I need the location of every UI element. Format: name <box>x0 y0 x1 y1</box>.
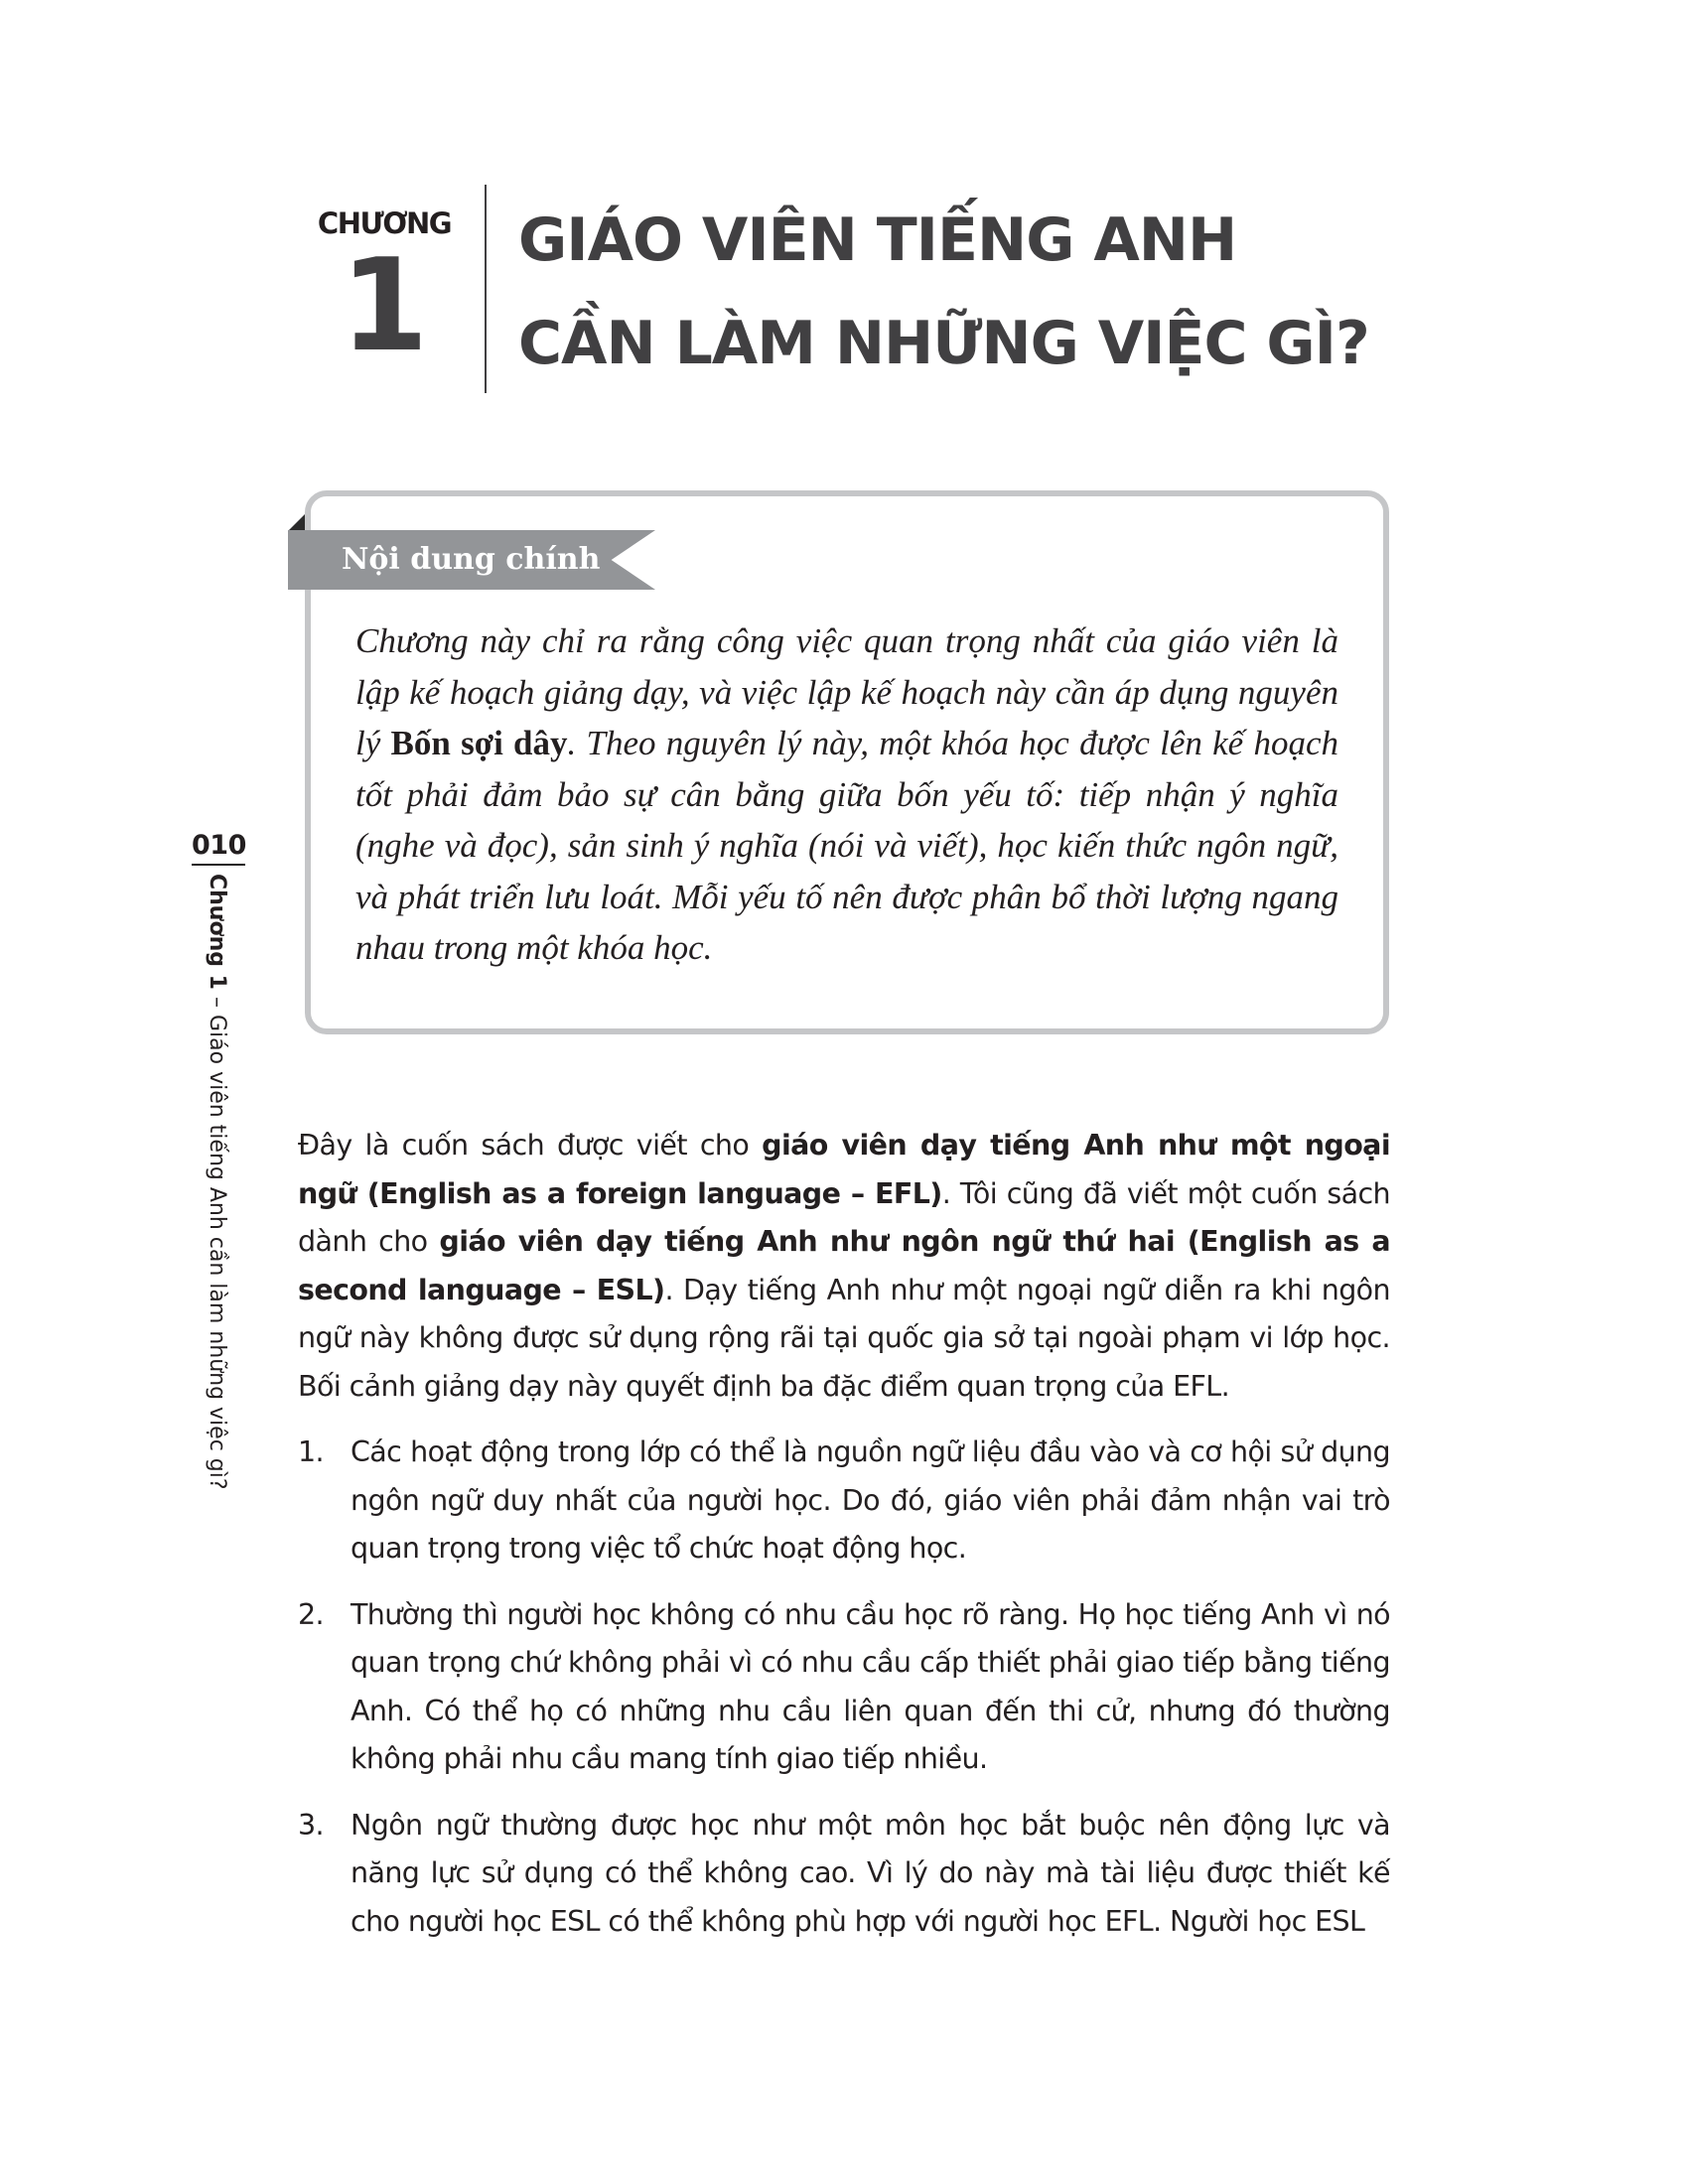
intro-text-2: . Tôi cũng đã viết một cuốn sách dành cho <box>298 1176 1390 1258</box>
efl-characteristics-list <box>298 1429 1390 1946</box>
chapter-label: CHƯƠNG <box>317 206 452 240</box>
list-item <box>298 1591 1390 1784</box>
list-item <box>298 1802 1390 1947</box>
summary-keyword: Bốn sợi dây <box>390 724 568 762</box>
list-item-number: 1. <box>298 1435 324 1468</box>
list-item <box>298 1429 1390 1573</box>
list-item-number: 3. <box>298 1808 324 1842</box>
list-item-text: Ngôn ngữ thường được học như một môn học bắt buộc nên động lực và năng lực sử dụng có thể không cao. Vì lý do này mà tài liệu được thiết kế cho người học ESL có thể không phù hợp với người học EFL. Người học ESL <box>351 1808 1390 1938</box>
running-head-chapter: Chương 1 <box>205 874 229 990</box>
header-divider <box>485 185 487 393</box>
running-head-separator: – <box>205 989 229 1015</box>
page-number: 010 <box>192 830 245 866</box>
intro-bold-efl: giáo viên dạy tiếng Anh như một ngoại ngữ (English as a foreign language – EFL) <box>298 1129 1390 1210</box>
list-item-text: Thường thì người học không có nhu cầu học rõ ràng. Họ học tiếng Anh vì nó quan trọng chứ không phải vì có nhu cầu cấp thiết phải giao tiếp bằng tiếng Anh. Có thể họ có những nhu cầu liên quan đến thi cử, nhưng đó thường không phải nhu cầu mang tính giao tiếp nhiều. <box>351 1597 1390 1775</box>
intro-paragraph <box>298 1122 1390 1411</box>
chapter-title <box>518 189 1511 395</box>
intro-bold-esl: giáo viên dạy tiếng Anh như ngôn ngữ thứ hai (English as a second language – ESL) <box>298 1225 1391 1306</box>
running-head <box>205 874 229 1490</box>
summary-text <box>355 615 1338 974</box>
summary-text-part-2: . Theo nguyên lý này, một khóa học được lên kế hoạch tốt phải đảm bảo sự cân bằng giữa bốn yếu tố: tiếp nhận ý nghĩa (nghe và đọc), sản sinh ý nghĩa (nói và viết), học kiến thức ngôn ngữ, và phát triển lưu loát. Mỗi yếu tố nên được phân bổ thời lượng ngang nhau trong một khóa học. <box>355 724 1338 967</box>
summary-heading: Nội dung chính <box>342 542 601 577</box>
list-item-text: Các hoạt động trong lớp có thể là nguồn ngữ liệu đầu vào và cơ hội sử dụng ngôn ngữ duy nhất của người học. Do đó, giáo viên phải đảm nhận vai trò quan trọng trong việc tổ chức hoạt động học. <box>351 1435 1390 1565</box>
body-content <box>298 1122 1390 1964</box>
running-head-title: Giáo viên tiếng Anh cần làm những việc gì? <box>205 1014 229 1490</box>
summary-text-part-1: Chương này chỉ ra rằng công việc quan trọng nhất của giáo viên là lập kế hoạch giảng dạy, và việc lập kế hoạch này cần áp dụng nguyên lý <box>355 621 1338 762</box>
chapter-title-line-2: CẦN LÀM NHỮNG VIỆC GÌ? <box>518 309 1369 378</box>
chapter-title-line-1: GIÁO VIÊN TIẾNG ANH <box>518 205 1237 275</box>
intro-text-3: . Dạy tiếng Anh như một ngoại ngữ diễn ra khi ngôn ngữ này không được sử dụng rộng rãi tại quốc gia sở tại ngoài phạm vi lớp học. Bối cảnh giảng dạy này quyết định ba đặc điểm quan trọng của EFL. <box>298 1273 1390 1403</box>
ribbon-fold-icon <box>288 514 305 531</box>
chapter-number: 1 <box>340 232 429 380</box>
list-item-number: 2. <box>298 1597 324 1631</box>
intro-text-1: Đây là cuốn sách được viết cho <box>298 1129 763 1161</box>
